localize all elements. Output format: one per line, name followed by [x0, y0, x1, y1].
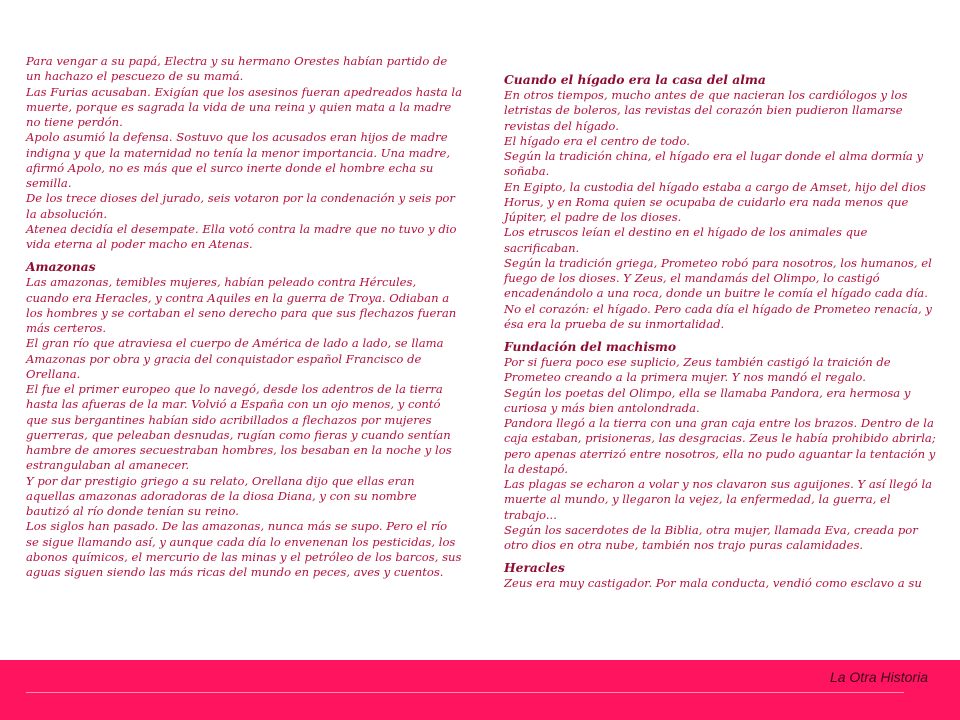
paragraph: El gran río que atraviesa el cuerpo de América de lado a lado, se llama Amazonas por obra y gracia del conquistador español Francisco de Orellana.	[26, 336, 444, 381]
paragraph: Zeus era muy castigador. Por mala conducta, vendió como esclavo a su	[504, 576, 922, 591]
paragraph: Según los poetas del Olimpo, ella se llamaba Pandora, era hermosa y curiosa y más bien antolondrada.	[504, 385, 911, 415]
paragraph: Según la tradición griega, Prometeo robó para nosotros, los humanos, el fuego de los dioses. Y Zeus, el mandamás del Olimpo, lo castigó encadenándolo a una roca, donde un buitre le comía el hígado cada día. No el corazón: el hígado. Pero cada día el hígado de Prometeo renacía, y ésa era la prueba de su inmortalidad.	[504, 255, 932, 331]
paragraph: De los trece dioses del jurado, seis votaron por la condenación y seis por la absolución.	[26, 191, 455, 221]
footer-divider	[26, 692, 904, 693]
paragraph: Para vengar a su papá, Electra y su hermano Orestes habían partido de un hachazo el pescuezo de su mamá.	[26, 54, 448, 84]
paragraph: Por si fuera poco ese suplicio, Zeus también castigó la traición de Prometeo creando a la primera mujer. Y nos mandó el regalo.	[504, 355, 891, 385]
section-heading-machismo: Fundación del machismo	[504, 339, 677, 354]
paragraph: Según los sacerdotes de la Biblia, otra mujer, llamada Eva, creada por otro dios en otra nube, también nos trajo puras calamidades.	[504, 522, 918, 552]
footer-title: La Otra Historia	[829, 669, 928, 685]
footer-bar	[0, 660, 960, 720]
paragraph: El hígado era el centro de todo.	[504, 133, 690, 148]
paragraph: En otros tiempos, mucho antes de que nacieran los cardiólogos y los letristas de boleros, las revistas del corazón bien pudieron llamarse revistas del hígado.	[504, 88, 908, 133]
paragraph: Las plagas se echaron a volar y nos clavaron sus aguijones. Y así llegó la muerte al mundo, y llegaron la vejez, la enfermedad, la guerra, el trabajo...	[504, 477, 933, 522]
paragraph: En Egipto, la custodia del hígado estaba a cargo de Amset, hijo del dios Horus, y en Roma quien se ocupaba de cuidarlo era nada menos que Júpiter, el padre de los dioses.	[504, 179, 926, 224]
section-heading-heracles: Heracles	[504, 560, 565, 576]
section-heading-higado: Cuando el hígado era la casa del alma	[504, 72, 766, 87]
section-heading-amazonas: Amazonas	[26, 259, 96, 275]
paragraph: Las Furias acusaban. Exigían que los asesinos fueran apedreados hasta la muerte, porque es sagrada la vida de una reina y quien mata a la madre no tiene perdón.	[26, 84, 462, 129]
paragraph: Los etruscos leían el destino en el hígado de los animales que sacrificaban.	[504, 225, 868, 255]
paragraph: Los siglos han pasado. De las amazonas, nunca más se supo. Pero el río se sigue llamando así, y aunque cada día lo envenenan los pesticidas, los abonos químicos, el mercurio de las minas y el petróleo de los barcos, sus aguas siguen siendo las más ricas del mundo en peces, aves y cuentos.	[26, 519, 462, 579]
paragraph: El fue el primer europeo que lo navegó, desde los adentros de la tierra hasta las afueras de la mar. Volvió a España con un ojo menos, y contó que sus bergantines habían sido acribillados a flechazos por mujeres guerreras, que peleaban desnudas, rugían como fieras y cuando sentían hambre de amores secuestraban hombres, los besaban en la noche y los estrangulaban al amanecer.	[26, 382, 452, 473]
paragraph: Apolo asumió la defensa. Sostuvo que los acusados eran hijos de madre indigna y que la maternidad no tenía la menor importancia. Una madre, afirmó Apolo, no es más que el surco inerte donde el hombre echa su semilla.	[26, 130, 451, 190]
paragraph: Atenea decidía el desempate. Ella votó contra la madre que no tuvo y dio vida eterna al poder macho en Atenas.	[26, 221, 457, 251]
paragraph: Las amazonas, temibles mujeres, habían peleado contra Hércules, cuando era Heracles, y contra Aquiles en la guerra de Troya. Odiaban a los hombres y se cortaban el seno derecho para que sus flechazos fueran más certeros.	[26, 275, 457, 335]
left-text-column	[26, 54, 462, 580]
paragraph: Pandora llegó a la tierra con una gran caja entre los brazos. Dentro de la caja estaban, prisioneras, las desgracias. Zeus le había prohibido abrirla; pero apenas aterrizó entre nosotros, ella no pudo aguantar la tentación y la destapó.	[504, 416, 936, 476]
right-text-column	[504, 72, 940, 592]
paragraph: Según la tradición china, el hígado era el lugar donde el alma dormía y soñaba.	[504, 149, 924, 179]
paragraph: Y por dar prestigio griego a su relato, Orellana dijo que ellas eran aquellas amazonas adoradoras de la diosa Diana, y con su nombre bautizó al río donde tenían su reino.	[26, 473, 417, 518]
